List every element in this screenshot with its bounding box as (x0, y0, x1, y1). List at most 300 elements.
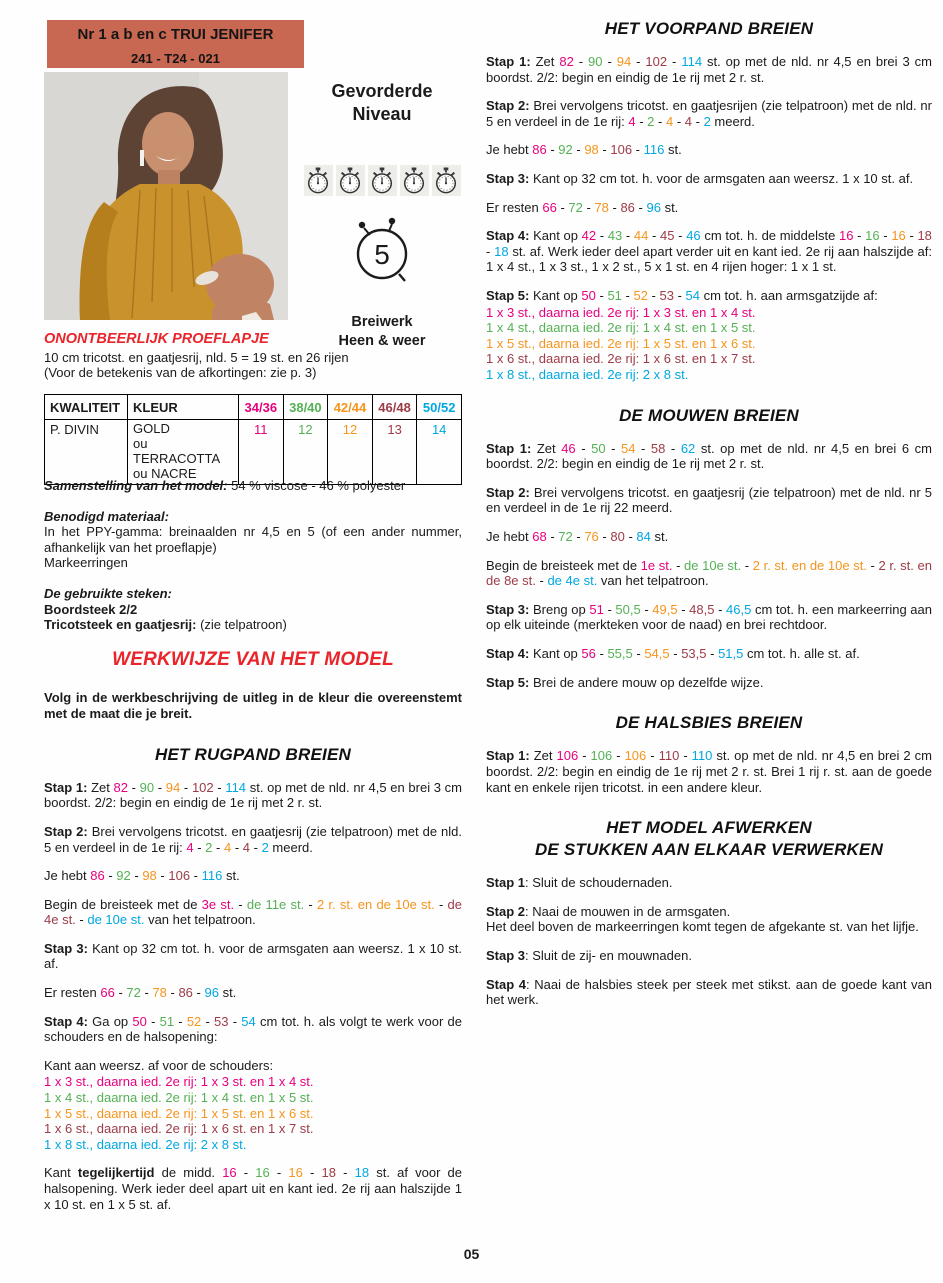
size-specific-value: 106 (590, 748, 613, 764)
text-run: - (624, 529, 637, 545)
size-header: 34/36 (239, 395, 284, 420)
size-specific-value: 42 (581, 228, 597, 244)
stitch-boordsteek: Boordsteek 2/2 (44, 601, 138, 617)
text-run: - (598, 142, 611, 158)
text-run: st. af voor de halsopening. Werk ieder deel apart uit en kant ied. 2e rij aan halszijde 1 x 10 st. en 1 x 5 st. af. (44, 1165, 463, 1212)
text-run: - (679, 748, 692, 764)
size-specific-value: 2 (205, 839, 213, 855)
text-run: - (572, 142, 585, 158)
text-line: GOLD (133, 421, 170, 436)
text-run: - (647, 288, 660, 304)
stopwatch-cell (304, 165, 333, 196)
text-run: - (654, 113, 666, 129)
size-specific-value: 86 (178, 985, 193, 1001)
size-specific-value: 16 (288, 1165, 303, 1181)
text-line: In het PPY-gamma: breinaalden nr 4,5 en 5 (of een ander nummer, afhankelijk van het proeflapje) (44, 524, 462, 555)
text-run: st. (222, 868, 240, 884)
kwaliteit-header: KWALITEIT (45, 395, 128, 420)
size-header: 42/44 (328, 395, 373, 420)
pattern-name: TRUI JENIFER (170, 26, 274, 43)
text-run: - (632, 142, 644, 158)
stitches-used (44, 586, 462, 633)
text-run: - (714, 601, 727, 617)
stitch-tricot (44, 617, 462, 633)
composition (44, 478, 462, 494)
step-label: Stap 3: (486, 171, 533, 187)
size-specific-value: 92 (116, 868, 131, 884)
text-run: Kant op (532, 646, 582, 662)
size-instruction-line: 1 x 4 st., daarna ied. 2e rij: 1 x 4 st. en 1 x 5 st. (44, 1090, 314, 1106)
size-specific-value: 62 (680, 440, 696, 456)
size-specific-value: 86 (90, 868, 105, 884)
text-run: - (572, 529, 585, 545)
instruction-paragraph (486, 875, 932, 891)
text-run: st. op met de nld. nr 4,5 en brei 6 cm boordst. 2/2: begin en eindig de 1e rij met 2 r. st. (486, 440, 932, 472)
text-run: Kant (44, 1165, 78, 1181)
text-run: Brei vervolgens tricotst. en gaatjesrij (zie telpatroon) met de nld. nr 5 en verdeel in de 1e rij 22 meerd. (486, 484, 932, 516)
text-run: cm tot. h. aan armsgatzijde af: (700, 288, 878, 304)
heading-line: WERKWIJZE VAN HET MODEL (112, 648, 394, 670)
level-line1: Gevorderde (331, 81, 433, 101)
text-run: Brei vervolgens tricotst. en gaatjesrijen (zie telpatroon) met de nld. nr 5 en verdeel in de 1e rij: (486, 98, 932, 129)
text-run: - (879, 228, 892, 244)
stopwatch-level-icon (302, 216, 462, 289)
gauge-section (44, 331, 464, 381)
size-specific-value: 18 (917, 228, 932, 244)
size-specific-value: 18 (321, 1165, 336, 1181)
level-title (302, 80, 462, 125)
size-specific-value: 106 (624, 748, 647, 764)
text-run: cm tot. h. een markeerring aan op elk uiteinde (merkteken voor de naad) en brei rechtdoor. (486, 601, 932, 633)
instruction-paragraph (486, 171, 932, 187)
instruction-paragraph (486, 228, 932, 275)
text-run: - (535, 573, 548, 589)
text-run: - (75, 912, 88, 928)
page-number: 05 (463, 1246, 480, 1262)
size-specific-value: 50 (132, 1013, 147, 1029)
right-column (486, 12, 932, 1021)
text-run: Brei vervolgens tricotst. en gaatjesrij (zie telpatroon) met de nld. 5 en verdeel in de 1e rij: (44, 823, 462, 855)
composition-label: Samenstelling van het model: (44, 478, 228, 493)
text-run: de midd. (154, 1165, 223, 1181)
text-run: - (648, 228, 661, 244)
instruction-paragraph (44, 1165, 462, 1212)
text-run: - (622, 228, 634, 244)
work-type-line1: Breiwerk (351, 314, 413, 330)
text-run: st. (664, 142, 682, 158)
size-specific-value: 78 (152, 985, 167, 1001)
text-run: Er resten (44, 985, 101, 1001)
size-specific-value: 45 (660, 228, 675, 244)
size-specific-value: 110 (691, 748, 713, 764)
instruction-paragraph (44, 1014, 462, 1045)
stopwatch-icon (305, 166, 331, 195)
stopwatch-cell (336, 165, 365, 196)
text-run: van het telpatroon. (597, 573, 709, 589)
text-run: - (154, 779, 166, 795)
stopwatch-icon (401, 166, 427, 195)
step-label: Stap 2: (486, 484, 534, 500)
size-specific-value: 43 (607, 228, 623, 244)
size-specific-value: 72 (558, 529, 573, 545)
instruction-paragraph (486, 529, 932, 545)
text-run: - (114, 985, 127, 1001)
size-instruction-line: 1 x 4 st., daarna ied. 2e rij: 1 x 4 st. en 1 x 5 st. (486, 320, 756, 336)
text-run: - (853, 228, 866, 244)
text-run: - (304, 896, 317, 912)
text-run: - (596, 228, 608, 244)
text-run: - (250, 839, 262, 855)
size-specific-value: 116 (643, 142, 665, 158)
instruction-paragraph (486, 485, 932, 516)
size-specific-value: 51 (589, 601, 604, 617)
step-label: Stap 5: (486, 674, 533, 690)
size-specific-value: 102 (191, 779, 214, 795)
text-run: : Sluit de schoudernaden. (525, 875, 673, 891)
instruction-paragraph (44, 985, 462, 1001)
size-specific-value: 80 (610, 529, 625, 545)
size-specific-value: 86 (620, 199, 635, 215)
size-specific-value: 2 r. st. en de 10e st. (316, 896, 435, 912)
text-line: Markeerringen (44, 555, 128, 571)
size-specific-value: 98 (142, 868, 157, 884)
text-run: Ga op (92, 1013, 133, 1029)
text-run: Het deel boven de markeerringen komt tegen de afgekante st. van het lijfje. (486, 919, 919, 935)
text-run: - (674, 228, 687, 244)
text-line: ou TERRACOTTA (133, 435, 221, 466)
size-instruction-line: 1 x 6 st., daarna ied. 2e rij: 1 x 6 st. en 1 x 7 st. (486, 351, 756, 367)
size-specific-value: 72 (126, 985, 141, 1001)
size-specific-value: 4 (242, 839, 250, 855)
text-run: - (228, 1013, 242, 1029)
text-run: - (706, 646, 719, 662)
stopwatch-icon (337, 166, 363, 195)
text-run: - (866, 557, 879, 573)
text-run: - (556, 199, 569, 215)
materials (44, 509, 462, 571)
text-run: - (621, 288, 634, 304)
size-specific-value: 54 (621, 440, 636, 456)
size-header: 50/52 (417, 395, 462, 420)
skein-count: 13 (372, 420, 417, 485)
text-run: - (665, 440, 681, 456)
text-run: - (190, 868, 202, 884)
size-specific-value: 51,5 (718, 646, 744, 662)
size-specific-value: de 10e st. (87, 912, 145, 928)
instruction-paragraph (486, 646, 932, 662)
kleur-header: KLEUR (128, 395, 239, 420)
section-heading (44, 648, 462, 673)
size-specific-value: 52 (633, 288, 648, 304)
size-specific-value: 76 (584, 529, 599, 545)
pattern-header (47, 20, 304, 68)
instruction-paragraph (486, 288, 932, 304)
heading-line: DE STUKKEN AAN ELKAAR VERWERKEN (534, 840, 884, 860)
table-data-row (45, 420, 462, 485)
instruction-paragraph (486, 602, 932, 633)
step-label: Stap 4: (486, 646, 533, 662)
size-specific-value: 4 (186, 839, 194, 855)
step-label: Stap 4 (486, 976, 527, 992)
size-specific-value: 58 (650, 440, 666, 456)
instruction-paragraph (486, 98, 932, 129)
size-specific-value: 53 (659, 288, 674, 304)
size-specific-value: 48,5 (689, 601, 715, 617)
size-specific-value: 2 r. st. en de 8e st. (486, 557, 932, 589)
text-run: Er resten (486, 199, 543, 215)
instruction-paragraph (486, 675, 932, 691)
quality-table (44, 394, 462, 485)
size-specific-value: 82 (113, 779, 128, 795)
text-run: - (212, 839, 224, 855)
size-specific-value: 106 (556, 748, 579, 764)
size-specific-value: 49,5 (652, 601, 678, 617)
stopwatch-cell (400, 165, 429, 196)
text-run: - (127, 779, 140, 795)
text-run: - (546, 142, 559, 158)
size-specific-value: 2 (261, 839, 269, 855)
text-run: - (234, 896, 247, 912)
size-specific-value: 78 (594, 199, 609, 215)
text-run: - (598, 529, 611, 545)
size-specific-value: 106 (610, 142, 633, 158)
gauge-line2: (Voor de betekenis van de afkortingen: zie p. 3) (44, 365, 317, 381)
text-run: - (667, 54, 682, 70)
text-run: Je hebt (486, 529, 533, 545)
text-run: - (231, 839, 243, 855)
text-run: - (673, 113, 685, 129)
pattern-code: 241 - T24 - 021 (131, 51, 220, 66)
pattern-number: Nr 1 a b en c (77, 26, 171, 43)
size-specific-value: 4 (684, 113, 692, 129)
text-run: - (104, 868, 117, 884)
size-specific-value: 4 (223, 839, 232, 855)
kwaliteit-cell: P. DIVIN (45, 420, 128, 485)
text-run: - (612, 748, 625, 764)
stitch-tricot-label: Tricotsteek en gaatjesrij: (44, 617, 197, 633)
step-label: Stap 2 (486, 903, 526, 919)
text-run: cm tot. h. alle st. af. (743, 646, 860, 662)
text-run: Zet (536, 440, 562, 456)
size-specific-value: 66 (100, 985, 115, 1001)
size-specific-value: 1e st. (640, 557, 673, 573)
size-header: 38/40 (283, 395, 328, 420)
size-specific-value: de 4e st. (547, 573, 598, 589)
skein-count: 14 (417, 420, 462, 485)
level-number: 5 (374, 239, 390, 270)
table-header-row (45, 395, 462, 420)
section-heading (486, 18, 932, 40)
step-label: Stap 1: (486, 54, 536, 70)
skein-count: 12 (328, 420, 373, 485)
size-specific-value: 98 (584, 142, 599, 158)
text-run: - (692, 113, 704, 129)
text-run: - (603, 601, 616, 617)
heading-line: HET MODEL AFWERKEN (606, 818, 812, 838)
size-specific-value: 2 r. st. en de 10e st. (752, 557, 867, 573)
text-run: - (130, 868, 143, 884)
size-specific-value: 102 (645, 54, 668, 70)
model-photo-illustration (44, 72, 288, 320)
stopwatch-cell (368, 165, 397, 196)
text-run: - (669, 646, 682, 662)
instruction-paragraph (486, 748, 932, 795)
composition-text: 54 % viscose - 46 % polyester (227, 478, 406, 493)
text-run: - (575, 440, 592, 456)
text-run: - (602, 54, 617, 70)
size-specific-value: 90 (139, 779, 155, 795)
text-run: - (595, 646, 608, 662)
heading-line: DE HALSBIES BREIEN (615, 713, 803, 733)
size-specific-value: de 4e st. (44, 896, 462, 928)
text-run: - (578, 748, 591, 764)
size-instruction-lines (44, 1074, 462, 1152)
instruction-paragraph (486, 904, 932, 935)
gauge-line1: 10 cm tricotst. en gaatjesrij, nld. 5 = 19 st. en 26 rijen (44, 350, 349, 365)
text-run: - (140, 985, 153, 1001)
size-specific-value: 92 (558, 142, 573, 158)
size-instruction-line: 1 x 8 st., daarna ied. 2e rij: 2 x 8 st. (44, 1136, 247, 1152)
text-run: - (486, 243, 495, 259)
gauge-title: ONONTBEERLIJK PROEFLAPJE (44, 331, 269, 347)
size-instruction-line: 1 x 3 st., daarna ied. 2e rij: 1 x 3 st. en 1 x 4 st. (486, 304, 756, 320)
text-run: - (608, 199, 621, 215)
stopwatch-cell (432, 165, 461, 196)
text-run: - (213, 779, 226, 795)
text-run: Begin de breisteek met de (486, 557, 641, 573)
section-heading (486, 405, 932, 427)
size-specific-value: 53 (214, 1013, 229, 1029)
size-specific-value: 16 (222, 1165, 237, 1181)
model-photo (44, 72, 288, 320)
text-run: st. af. Werk ieder deel apart verder uit en kant ied. 2e rij aan halszijde af: 1 x 4 st., 1 x 3 st., 1 x 2 st., 5 x 1 st. en 4 rijen hoger: 1 x 1 st. (486, 243, 932, 275)
size-specific-value: 56 (581, 646, 596, 662)
text-run: - (595, 288, 608, 304)
size-specific-value: 54 (241, 1013, 256, 1029)
text-run: - (632, 646, 645, 662)
section-heading (486, 817, 932, 861)
size-specific-value: de 11e st. (246, 896, 305, 912)
step-label: Stap 1: (44, 779, 92, 795)
text-run: meerd. (710, 113, 755, 129)
text-run: meerd. (268, 839, 313, 855)
size-specific-value: 84 (636, 529, 651, 545)
skein-count: 12 (283, 420, 328, 485)
heading-line: HET VOORPAND BREIEN (604, 19, 814, 38)
text-run: - (646, 748, 659, 764)
instruction-paragraph (486, 948, 932, 964)
step-label: Stap 1 (486, 875, 526, 891)
pattern-title (47, 26, 304, 43)
size-specific-value: 4 (628, 113, 636, 129)
text-run: - (677, 601, 690, 617)
text-run: - (905, 228, 918, 244)
size-specific-value: 50 (581, 288, 596, 304)
instruction-paragraph (486, 441, 932, 472)
text-run: Zet (91, 779, 114, 795)
size-instruction-lines (486, 305, 932, 383)
text-run: - (146, 1013, 160, 1029)
text-run: van het telpatroon. (144, 912, 256, 928)
size-specific-value: 16 (839, 228, 854, 244)
kleur-cell (128, 420, 239, 485)
step-label: Stap 3 (486, 948, 526, 964)
text-run: - (335, 1165, 355, 1181)
text-run: cm tot. h. de middelste (700, 228, 840, 244)
size-specific-value: 82 (559, 54, 574, 70)
size-specific-value: 50,5 (615, 601, 641, 617)
size-instruction-line: 1 x 6 st., daarna ied. 2e rij: 1 x 6 st. en 1 x 7 st. (44, 1121, 314, 1137)
step-label: Stap 4: (44, 1013, 93, 1029)
text-run: : Naai de halsbies steek per steek met stikst. aan de goede kant van het werk. (486, 976, 933, 1008)
step-label: Stap 3: (44, 940, 93, 956)
text-run: st. (218, 985, 237, 1001)
size-specific-value: 51 (159, 1013, 175, 1029)
size-specific-value: 66 (542, 199, 557, 215)
text-run: Kant op 32 cm tot. h. voor de armsgaten aan weersz. 1 x 10 st. af. (44, 940, 462, 972)
stopwatch-icon (369, 166, 395, 195)
size-specific-value: 68 (532, 529, 547, 545)
size-specific-value: 3e st. (201, 896, 235, 912)
size-specific-value: 86 (532, 142, 547, 158)
text-run: - (741, 557, 753, 573)
text-run: - (192, 985, 205, 1001)
stitch-tricot-rest: (zie telpatroon) (196, 617, 287, 633)
size-specific-value: 96 (646, 199, 661, 215)
text-run: st. op met de nld. nr 4,5 en brei 2 cm boordst. 2/2: begin en eindig de 1e rij met 2 r. st. Brei 1 rij r. st. aan de goede kant en enkele rijen tricotst. in een andere kleur. (486, 748, 932, 795)
size-specific-value: 46 (686, 228, 701, 244)
size-specific-value: 2 (703, 113, 711, 129)
instruction-paragraph (486, 200, 932, 216)
size-specific-value: 55,5 (607, 646, 633, 662)
materials-lines (44, 524, 462, 571)
text-run: - (605, 440, 621, 456)
size-specific-value: de 10e st. (684, 557, 742, 573)
text-run: Zet (533, 748, 557, 764)
step-label: Stap 2: (44, 823, 92, 839)
text-run: Brei de andere mouw op dezelfde wijze. (532, 674, 764, 690)
step-label: Stap 2: (486, 98, 534, 114)
text-run: - (635, 113, 648, 129)
stopwatch-icon (433, 166, 459, 195)
text-run: Zet (535, 54, 560, 70)
skein-count: 11 (239, 420, 284, 485)
text-run: st. (660, 199, 679, 215)
step-label: Stap 3: (486, 601, 533, 617)
step-label: Stap 5: (486, 288, 533, 304)
text-run: - (434, 896, 448, 912)
size-specific-value: 114 (225, 779, 247, 795)
instruction-paragraph (486, 142, 932, 158)
size-specific-value: 52 (186, 1013, 202, 1029)
text-run: - (180, 779, 192, 795)
text-run: - (269, 1165, 289, 1181)
text-run: Kant aan weersz. af voor de schouders: (44, 1057, 274, 1073)
size-specific-value: 18 (494, 243, 509, 259)
size-specific-value: 4 (665, 113, 674, 129)
text-run: - (193, 839, 206, 855)
text-run: - (673, 288, 686, 304)
text-run: : Naai de mouwen in de armsgaten. (525, 903, 731, 919)
instruction-paragraph (44, 780, 462, 811)
size-specific-value: 110 (658, 748, 680, 764)
instruction-paragraph (44, 690, 462, 721)
size-specific-value: 116 (201, 868, 223, 884)
work-type-line2: Heen & weer (338, 332, 426, 349)
section-heading (44, 744, 462, 766)
text-run: - (635, 440, 651, 456)
step-label: tegelijkertijd (77, 1165, 155, 1181)
